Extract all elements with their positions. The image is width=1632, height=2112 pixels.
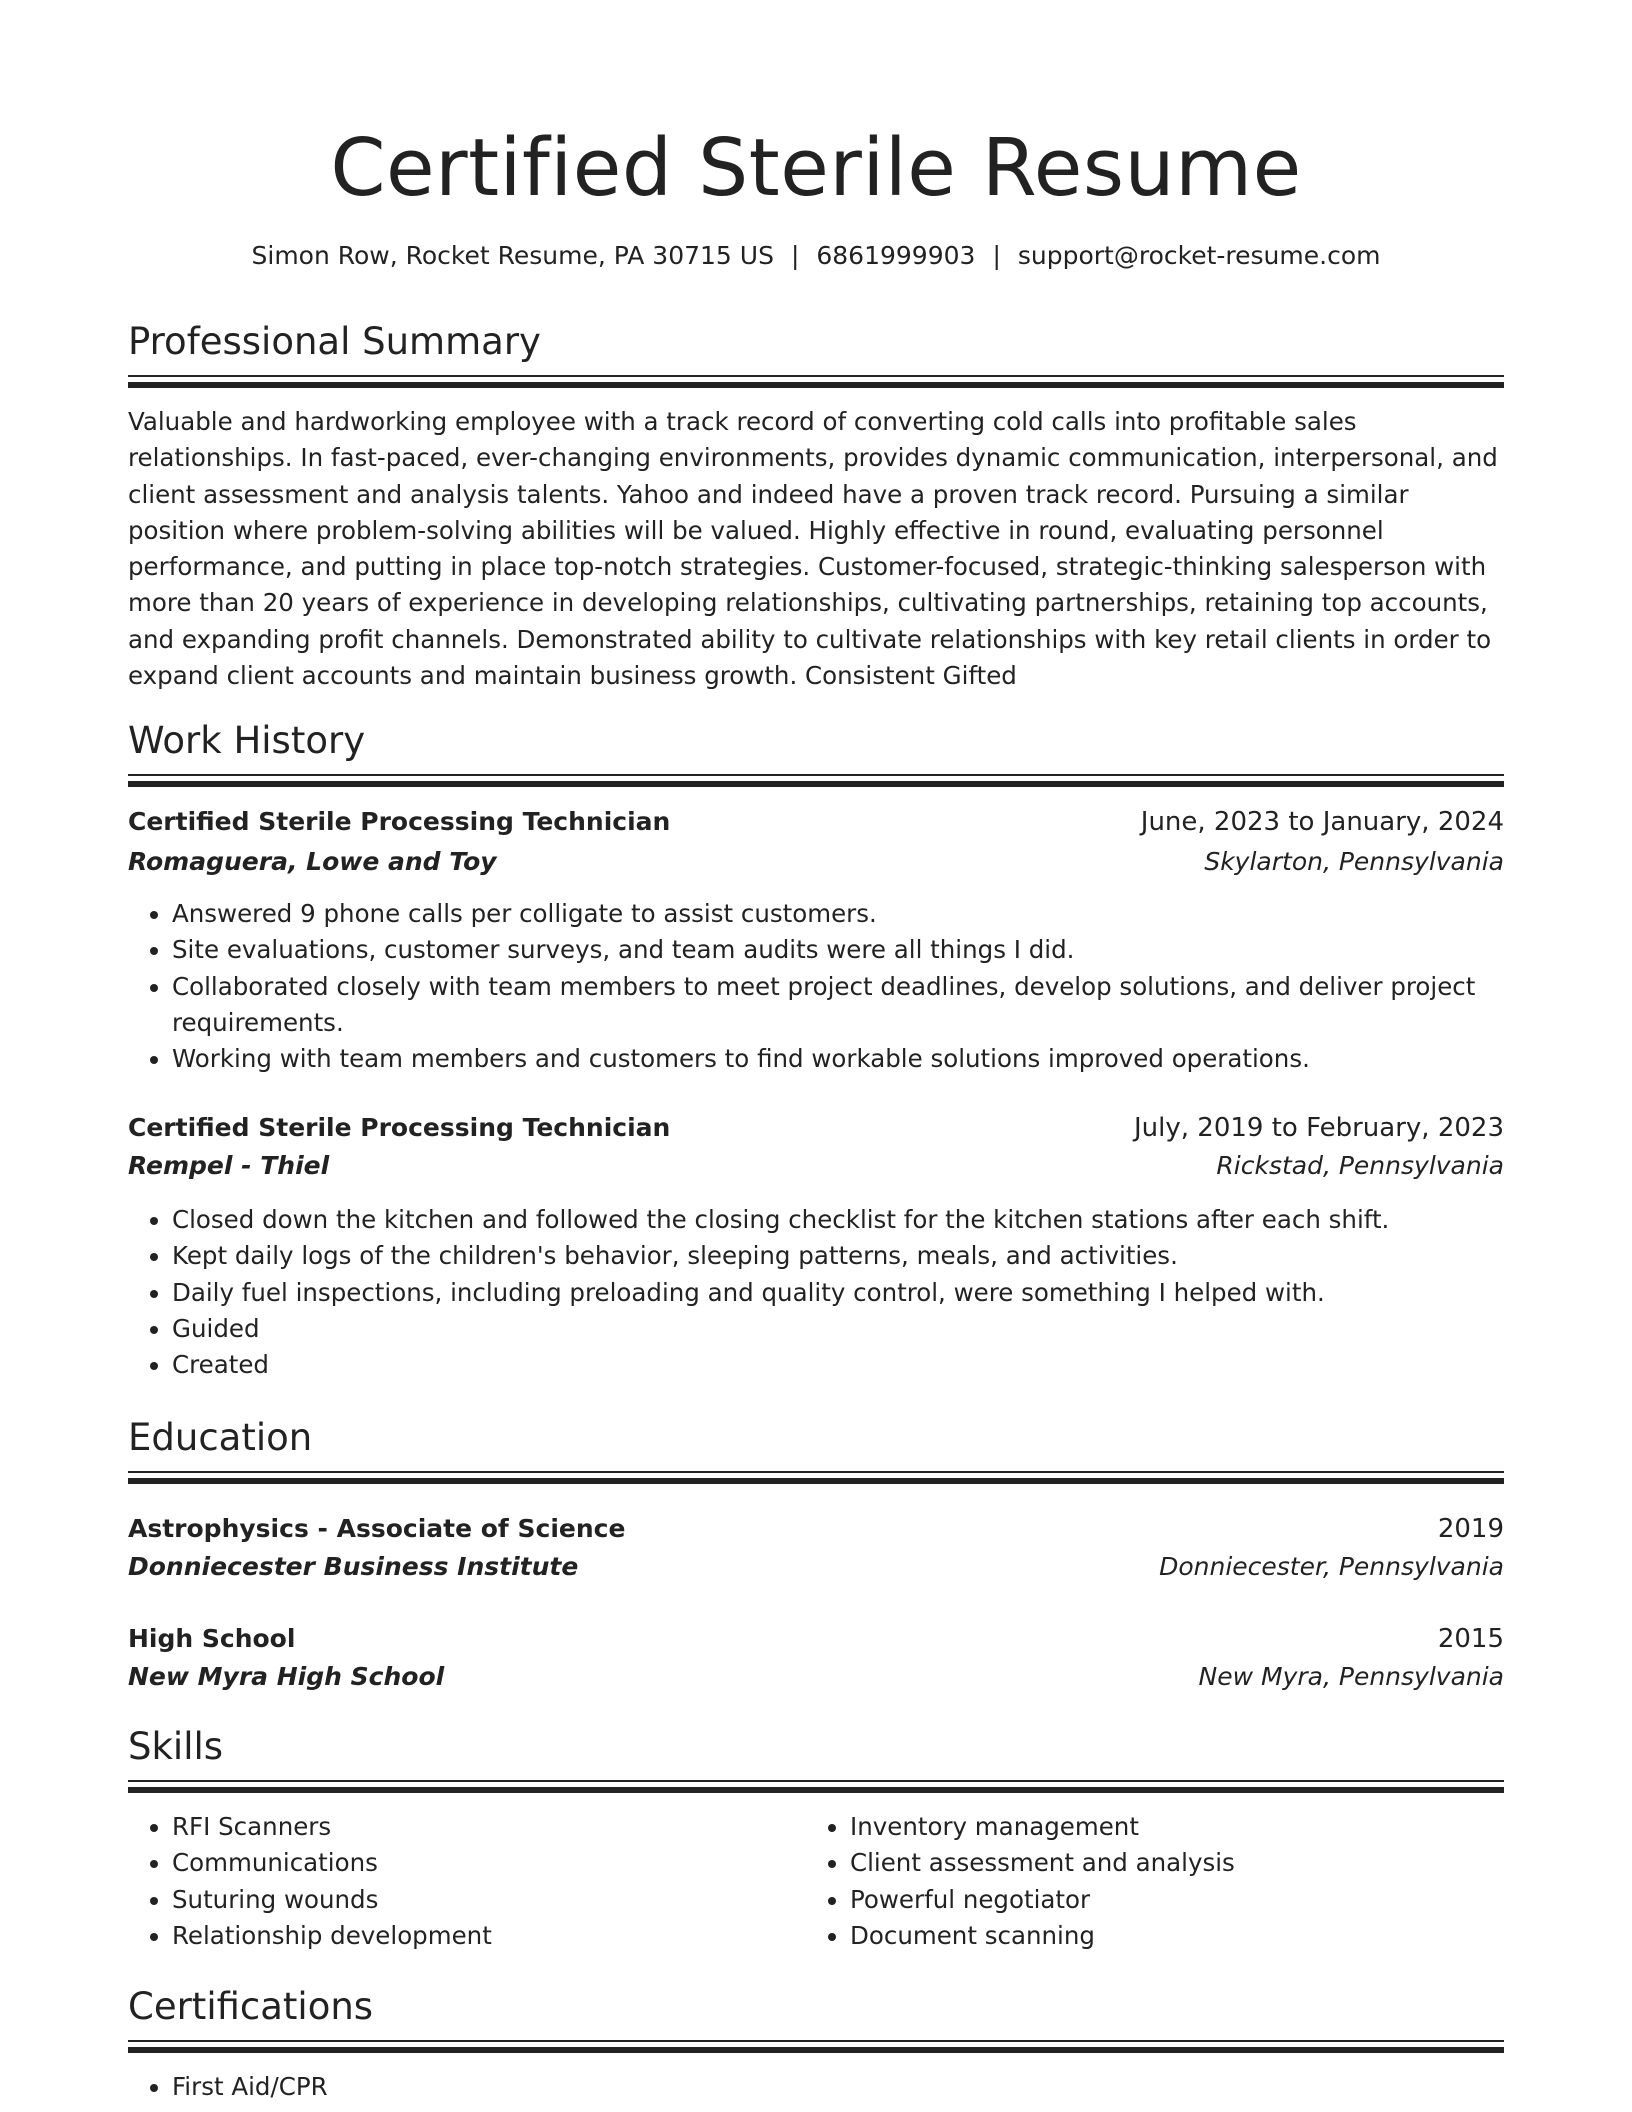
contact-phone: 6861999903 [816, 241, 976, 270]
job-header-row [128, 1108, 1504, 1148]
resume-title: Certified Sterile Resume [330, 122, 1302, 214]
job-employer-row [128, 842, 1504, 882]
education-header-row [128, 1619, 1504, 1659]
skills-list-left [128, 1809, 812, 1954]
certification-item: • First Aid/CPR [172, 2069, 1504, 2105]
certifications-list [128, 2069, 1504, 2105]
skill-item: • RFI Scanners [172, 1809, 812, 1845]
job-bullet: • Closed down the kitchen and followed the closing checklist for the kitchen stations after each shift. [172, 1202, 1504, 1238]
job-bullet: • Site evaluations, customer surveys, and team audits were all things I did. [172, 932, 1504, 968]
education-header-row [128, 1509, 1504, 1549]
education-location: New Myra, Pennsylvania [1198, 1662, 1504, 1691]
job-dates: July, 2019 to February, 2023 [1134, 1113, 1504, 1143]
education-school-row [128, 1547, 1504, 1587]
section-divider [128, 1471, 1504, 1484]
contact-line [128, 239, 1504, 273]
job-bullet: • Kept daily logs of the children's behavior, sleeping patterns, meals, and activities. [172, 1238, 1504, 1274]
education-heading: Education [128, 1416, 313, 1459]
contact-separator: | [790, 241, 800, 270]
skill-item: • Inventory management [850, 1809, 1490, 1845]
summary-text: Valuable and hardworking employee with a track record of converting cold calls into profitable sales relationships. In fast-paced, ever-changing environments, provides dynamic communication, interpersonal, and client assessment and analysis talents. Yahoo and indeed have a proven track record. Pursuing a similar position where problem-solving abilities will be valued. Highly effective in round, evaluating personnel performance, and putting in place top-notch strategies. Customer-focused, strategic-thinking salesperson with more than 20 years of experience in developing relationships, cultivating partnerships, retaining top accounts, and expanding profit channels. Demonstrated ability to cultivate relationships with key retail clients in order to expand client accounts and maintain business growth. Consistent Gifted [128, 407, 1498, 691]
skill-item: • Client assessment and analysis [850, 1845, 1490, 1881]
section-divider [128, 375, 1504, 388]
job-location: Skylarton, Pennsylvania [1204, 847, 1504, 876]
section-divider [128, 774, 1504, 787]
job-employer: Romaguera, Lowe and Toy [128, 847, 497, 876]
work-history-heading: Work History [128, 719, 366, 762]
job-bullet-list [128, 1202, 1504, 1383]
job-dates: June, 2023 to January, 2024 [1140, 807, 1504, 837]
skill-item: • Document scanning [850, 1918, 1490, 1954]
education-year: 2015 [1437, 1624, 1504, 1654]
skill-item: • Relationship development [172, 1918, 812, 1954]
job-title: Certified Sterile Processing Technician [128, 1113, 671, 1142]
job-employer-row [128, 1146, 1504, 1186]
summary-heading: Professional Summary [128, 320, 541, 363]
job-bullet: • Answered 9 phone calls per colligate to assist customers. [172, 896, 1504, 932]
job-title: Certified Sterile Processing Technician [128, 807, 671, 836]
section-divider [128, 1780, 1504, 1793]
education-school-row [128, 1657, 1504, 1697]
skill-item: • Communications [172, 1845, 812, 1881]
contact-email: support@rocket-resume.com [1017, 241, 1381, 270]
job-bullet: • Working with team members and customers to find workable solutions improved operations. [172, 1041, 1504, 1077]
contact-separator: | [992, 241, 1001, 270]
section-divider [128, 2040, 1504, 2053]
job-employer: Rempel - Thiel [128, 1151, 330, 1180]
job-header-row [128, 802, 1504, 842]
certifications-heading: Certifications [128, 1985, 374, 2028]
education-degree: Astrophysics - Associate of Science [128, 1514, 626, 1543]
education-location: Donniecester, Pennsylvania [1159, 1552, 1504, 1581]
job-bullet: • Collaborated closely with team members to meet project deadlines, develop solutions, and deliver project requirements. [172, 969, 1504, 1042]
contact-address: Simon Row, Rocket Resume, PA 30715 US [251, 241, 774, 270]
skill-item: • Powerful negotiator [850, 1882, 1490, 1918]
job-bullet-list [128, 896, 1504, 1077]
job-bullet: • Created [172, 1347, 1504, 1383]
job-location: Rickstad, Pennsylvania [1216, 1151, 1504, 1180]
education-degree: High School [128, 1624, 296, 1653]
education-year: 2019 [1437, 1514, 1504, 1544]
education-school: New Myra High School [128, 1662, 445, 1691]
skill-item: • Suturing wounds [172, 1882, 812, 1918]
education-school: Donniecester Business Institute [128, 1552, 579, 1581]
skills-heading: Skills [128, 1725, 224, 1768]
skills-list-right [806, 1809, 1490, 1954]
job-bullet: • Guided [172, 1311, 1504, 1347]
job-bullet: • Daily fuel inspections, including preloading and quality control, were something I helped with. [172, 1275, 1504, 1311]
